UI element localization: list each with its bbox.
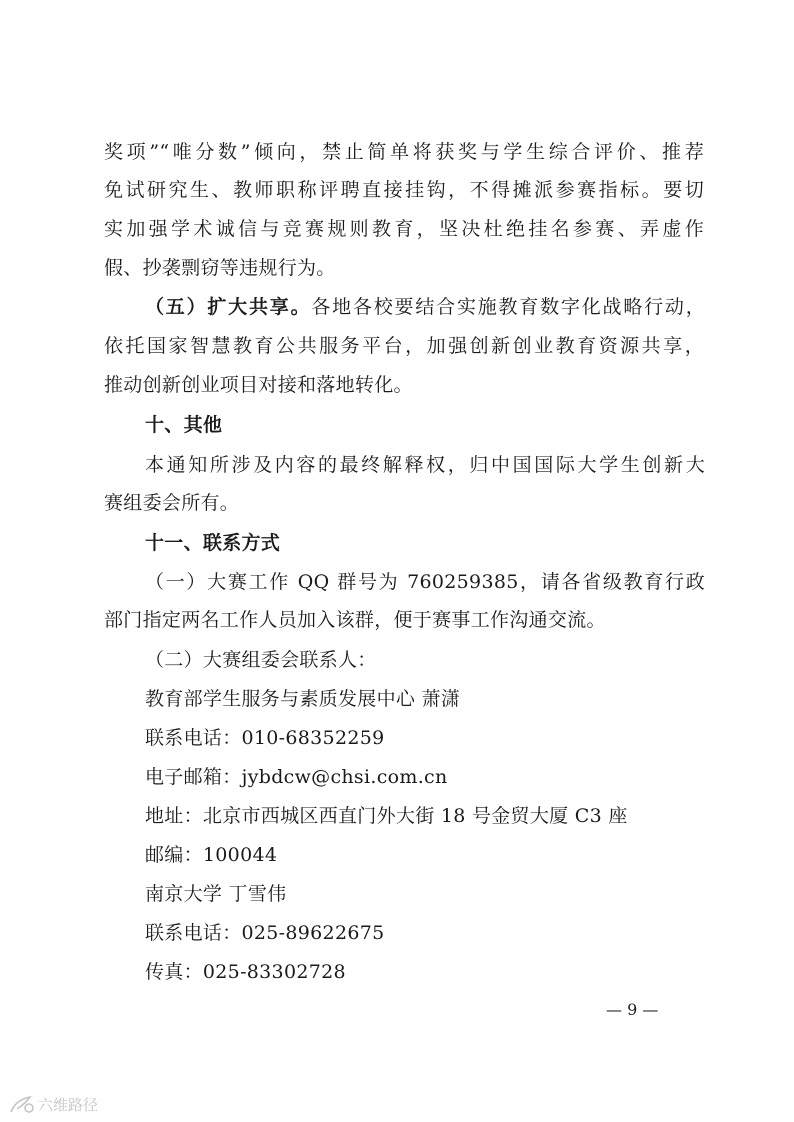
contact2-address: 地址：北京市西城区西直门外大街 18 号金贸大厦 C3 座: [145, 805, 628, 827]
contact2-org1: 教育部学生服务与素质发展中心 萧潇: [145, 688, 461, 710]
feather-logo-icon: [8, 1095, 36, 1115]
heading-other: 十、其他: [145, 414, 223, 436]
heading-contact: 十一、联系方式: [145, 532, 281, 554]
para10-line-2: 赛组委会所有。: [104, 492, 240, 514]
paragraph-line-4: 假、抄袭剽窃等违规行为。: [104, 257, 336, 279]
contact2-postcode: 邮编：100044: [145, 844, 278, 866]
contact2-org2: 南京大学 丁雪伟: [145, 883, 287, 905]
section5-line-3: 推动创新创业项目对接和落地转化。: [104, 374, 413, 396]
paragraph-line-2: 免试研究生、教师职称评聘直接挂钩，不得摊派参赛指标。要切: [104, 179, 704, 201]
contact2-phone1: 联系电话：010-68352259: [145, 727, 385, 749]
page-number: — 9 —: [606, 1000, 659, 1019]
contact2-title: （二）大赛组委会联系人：: [145, 649, 377, 671]
section5-first-rest: 各地各校要结合实施教育数字化战略行动，: [311, 296, 706, 318]
contact1-line-1: （一）大赛工作 QQ 群号为 760259385，请各省级教育行政: [145, 571, 705, 593]
paragraph-line-1: 奖项”“唯分数”倾向，禁止简单将获奖与学生综合评价、推荐: [104, 141, 704, 163]
contact2-fax: 传真：025-83302728: [145, 961, 346, 983]
watermark: [8, 1094, 98, 1115]
para10-line-1: 本通知所涉及内容的最终解释权，归中国国际大学生创新大: [145, 454, 705, 476]
contact2-phone2: 联系电话：025-89622675: [145, 922, 385, 944]
section5-label: （五）扩大共享。: [145, 296, 312, 318]
section5-line-2: 依托国家智慧教育公共服务平台，加强创新创业教育资源共享，: [104, 335, 704, 357]
watermark-text: 六维路径: [38, 1096, 99, 1114]
contact1-line-2: 部门指定两名工作人员加入该群，便于赛事工作沟通交流。: [104, 609, 606, 631]
paragraph-line-3: 实加强学术诚信与竞赛规则教育，坚决杜绝挂名参赛、弄虚作: [104, 218, 704, 240]
section5-first-line: [145, 295, 705, 319]
contact2-email: 电子邮箱：jybdcw@chsi.com.cn: [145, 766, 448, 788]
